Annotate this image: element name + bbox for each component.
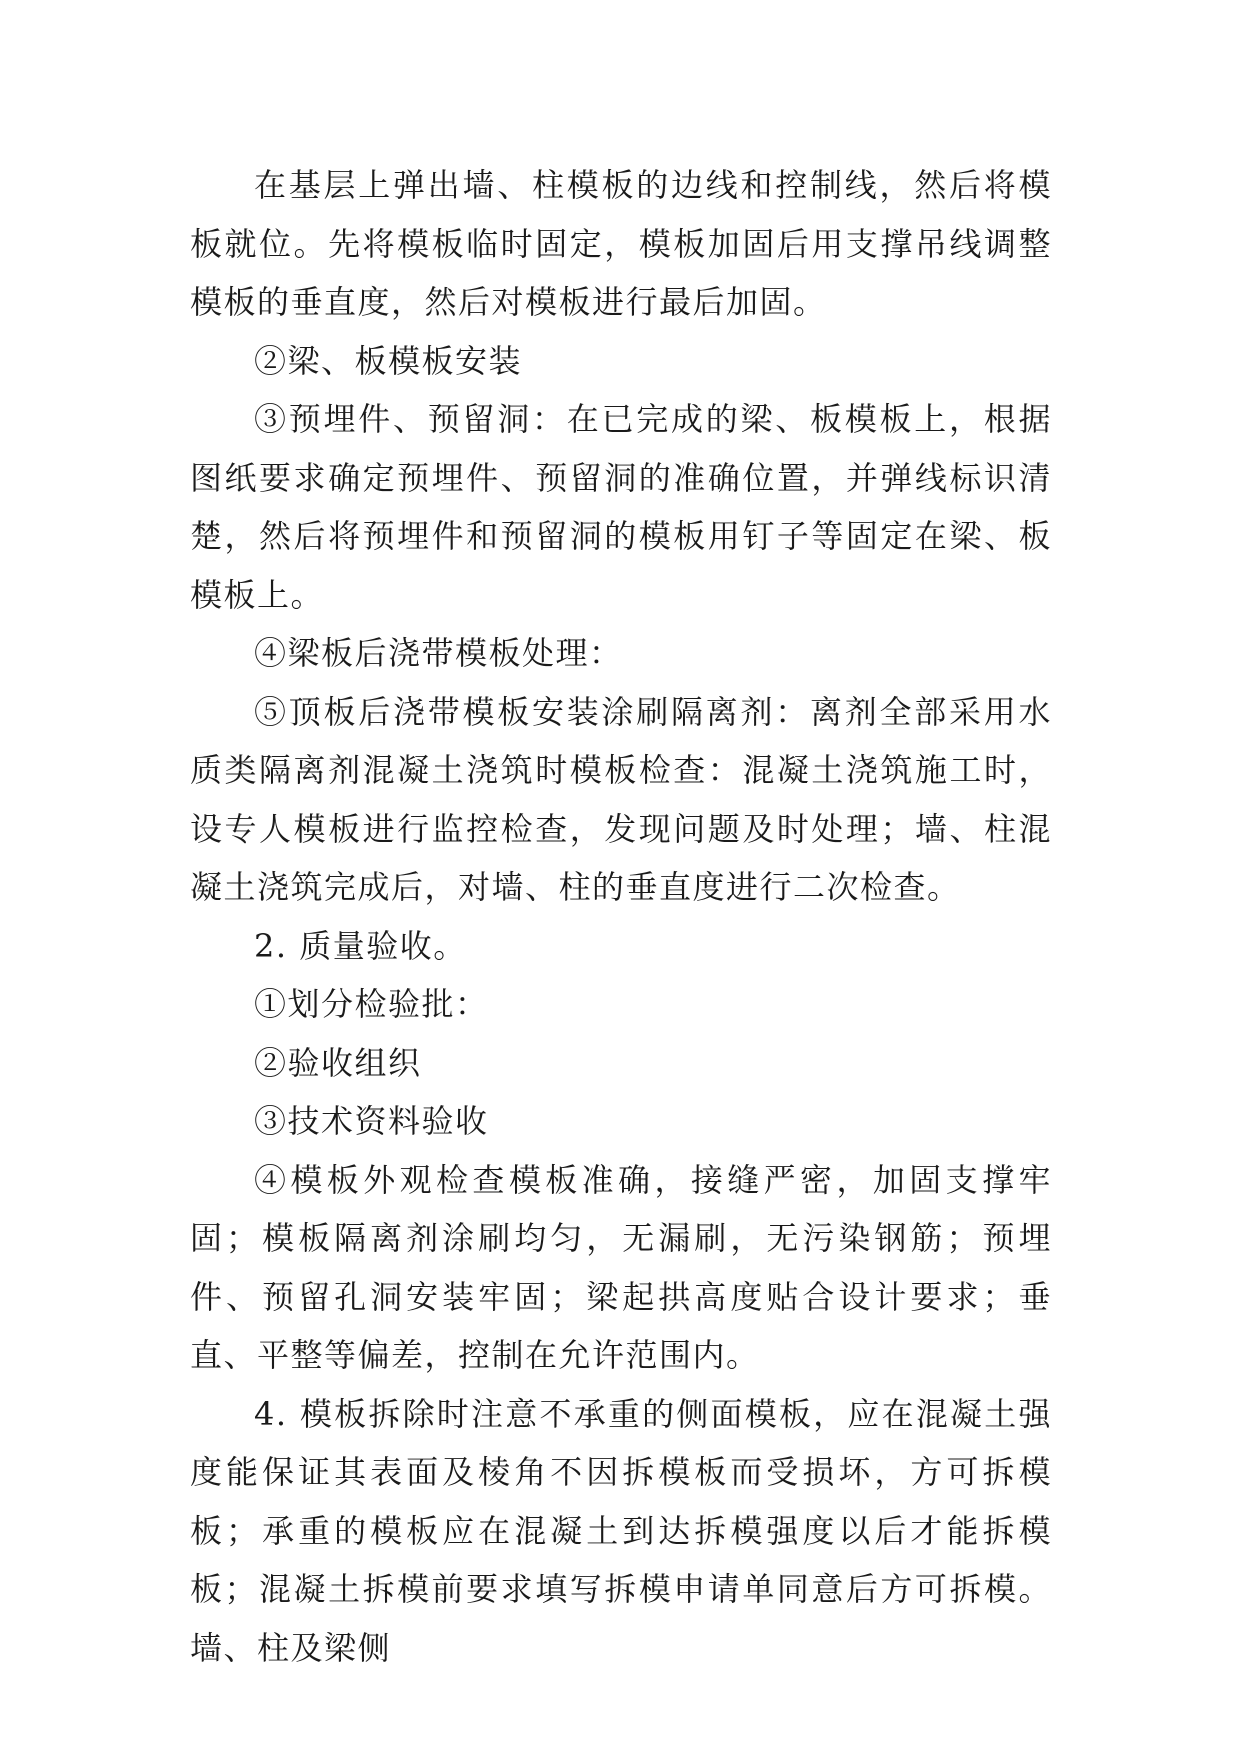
paragraph-appearance-check: ④模板外观检查模板准确，接缝严密，加固支撑牢固；模板隔离剂涂刷均匀，无漏刷，无污染钢筋；预埋件、预留孔洞安装牢固；梁起拱高度贴合设计要求；垂直、平整等偏差，控制在允许范围内。 xyxy=(190,1160,1052,1374)
paragraph-formwork-removal: 4. 模板拆除时注意不承重的侧面模板，应在混凝土强度能保证其表面及棱角不因拆模板而受损坏，方可拆模板；承重的模板应在混凝土到达拆模强度以后才能拆模板；混凝土拆模前要求填写拆模申请单同意后方可拆模。墙、柱及梁侧 xyxy=(190,1394,1052,1667)
paragraph-technical-documents: ③技术资料验收 xyxy=(254,1102,489,1140)
paragraph-release-agent: ⑤顶板后浇带模板安装涂刷隔离剂：离剂全部采用水质类隔离剂混凝土浇筑时模板检查：混凝土浇筑施工时，设专人模板进行监控检查，发现问题及时处理；墙、柱混凝土浇筑完成后，对墙、柱的垂直度进行二次检查。 xyxy=(190,692,1052,906)
paragraph-inspection-lot: ①划分检验批： xyxy=(254,985,489,1023)
paragraph-wall-column-formwork: 在基层上弹出墙、柱模板的边线和控制线，然后将模板就位。先将模板临时固定，模板加固后用支撑吊线调整模板的垂直度，然后对模板进行最后加固。 xyxy=(190,166,1052,321)
document-body xyxy=(190,156,1052,1677)
paragraph-quality-acceptance: 2. 质量验收。 xyxy=(254,926,467,965)
paragraph-post-pour-strip: ④梁板后浇带模板处理： xyxy=(254,634,623,672)
paragraph-embedded-parts: ③预埋件、预留洞：在已完成的梁、板模板上，根据图纸要求确定预埋件、预留洞的准确位置，并弹线标识清楚，然后将预埋件和预留洞的模板用钉子等固定在梁、板模板上。 xyxy=(190,400,1052,614)
paragraph-beam-slab-install: ②梁、板模板安装 xyxy=(254,341,523,380)
paragraph-acceptance-organization: ②验收组织 xyxy=(254,1043,422,1082)
